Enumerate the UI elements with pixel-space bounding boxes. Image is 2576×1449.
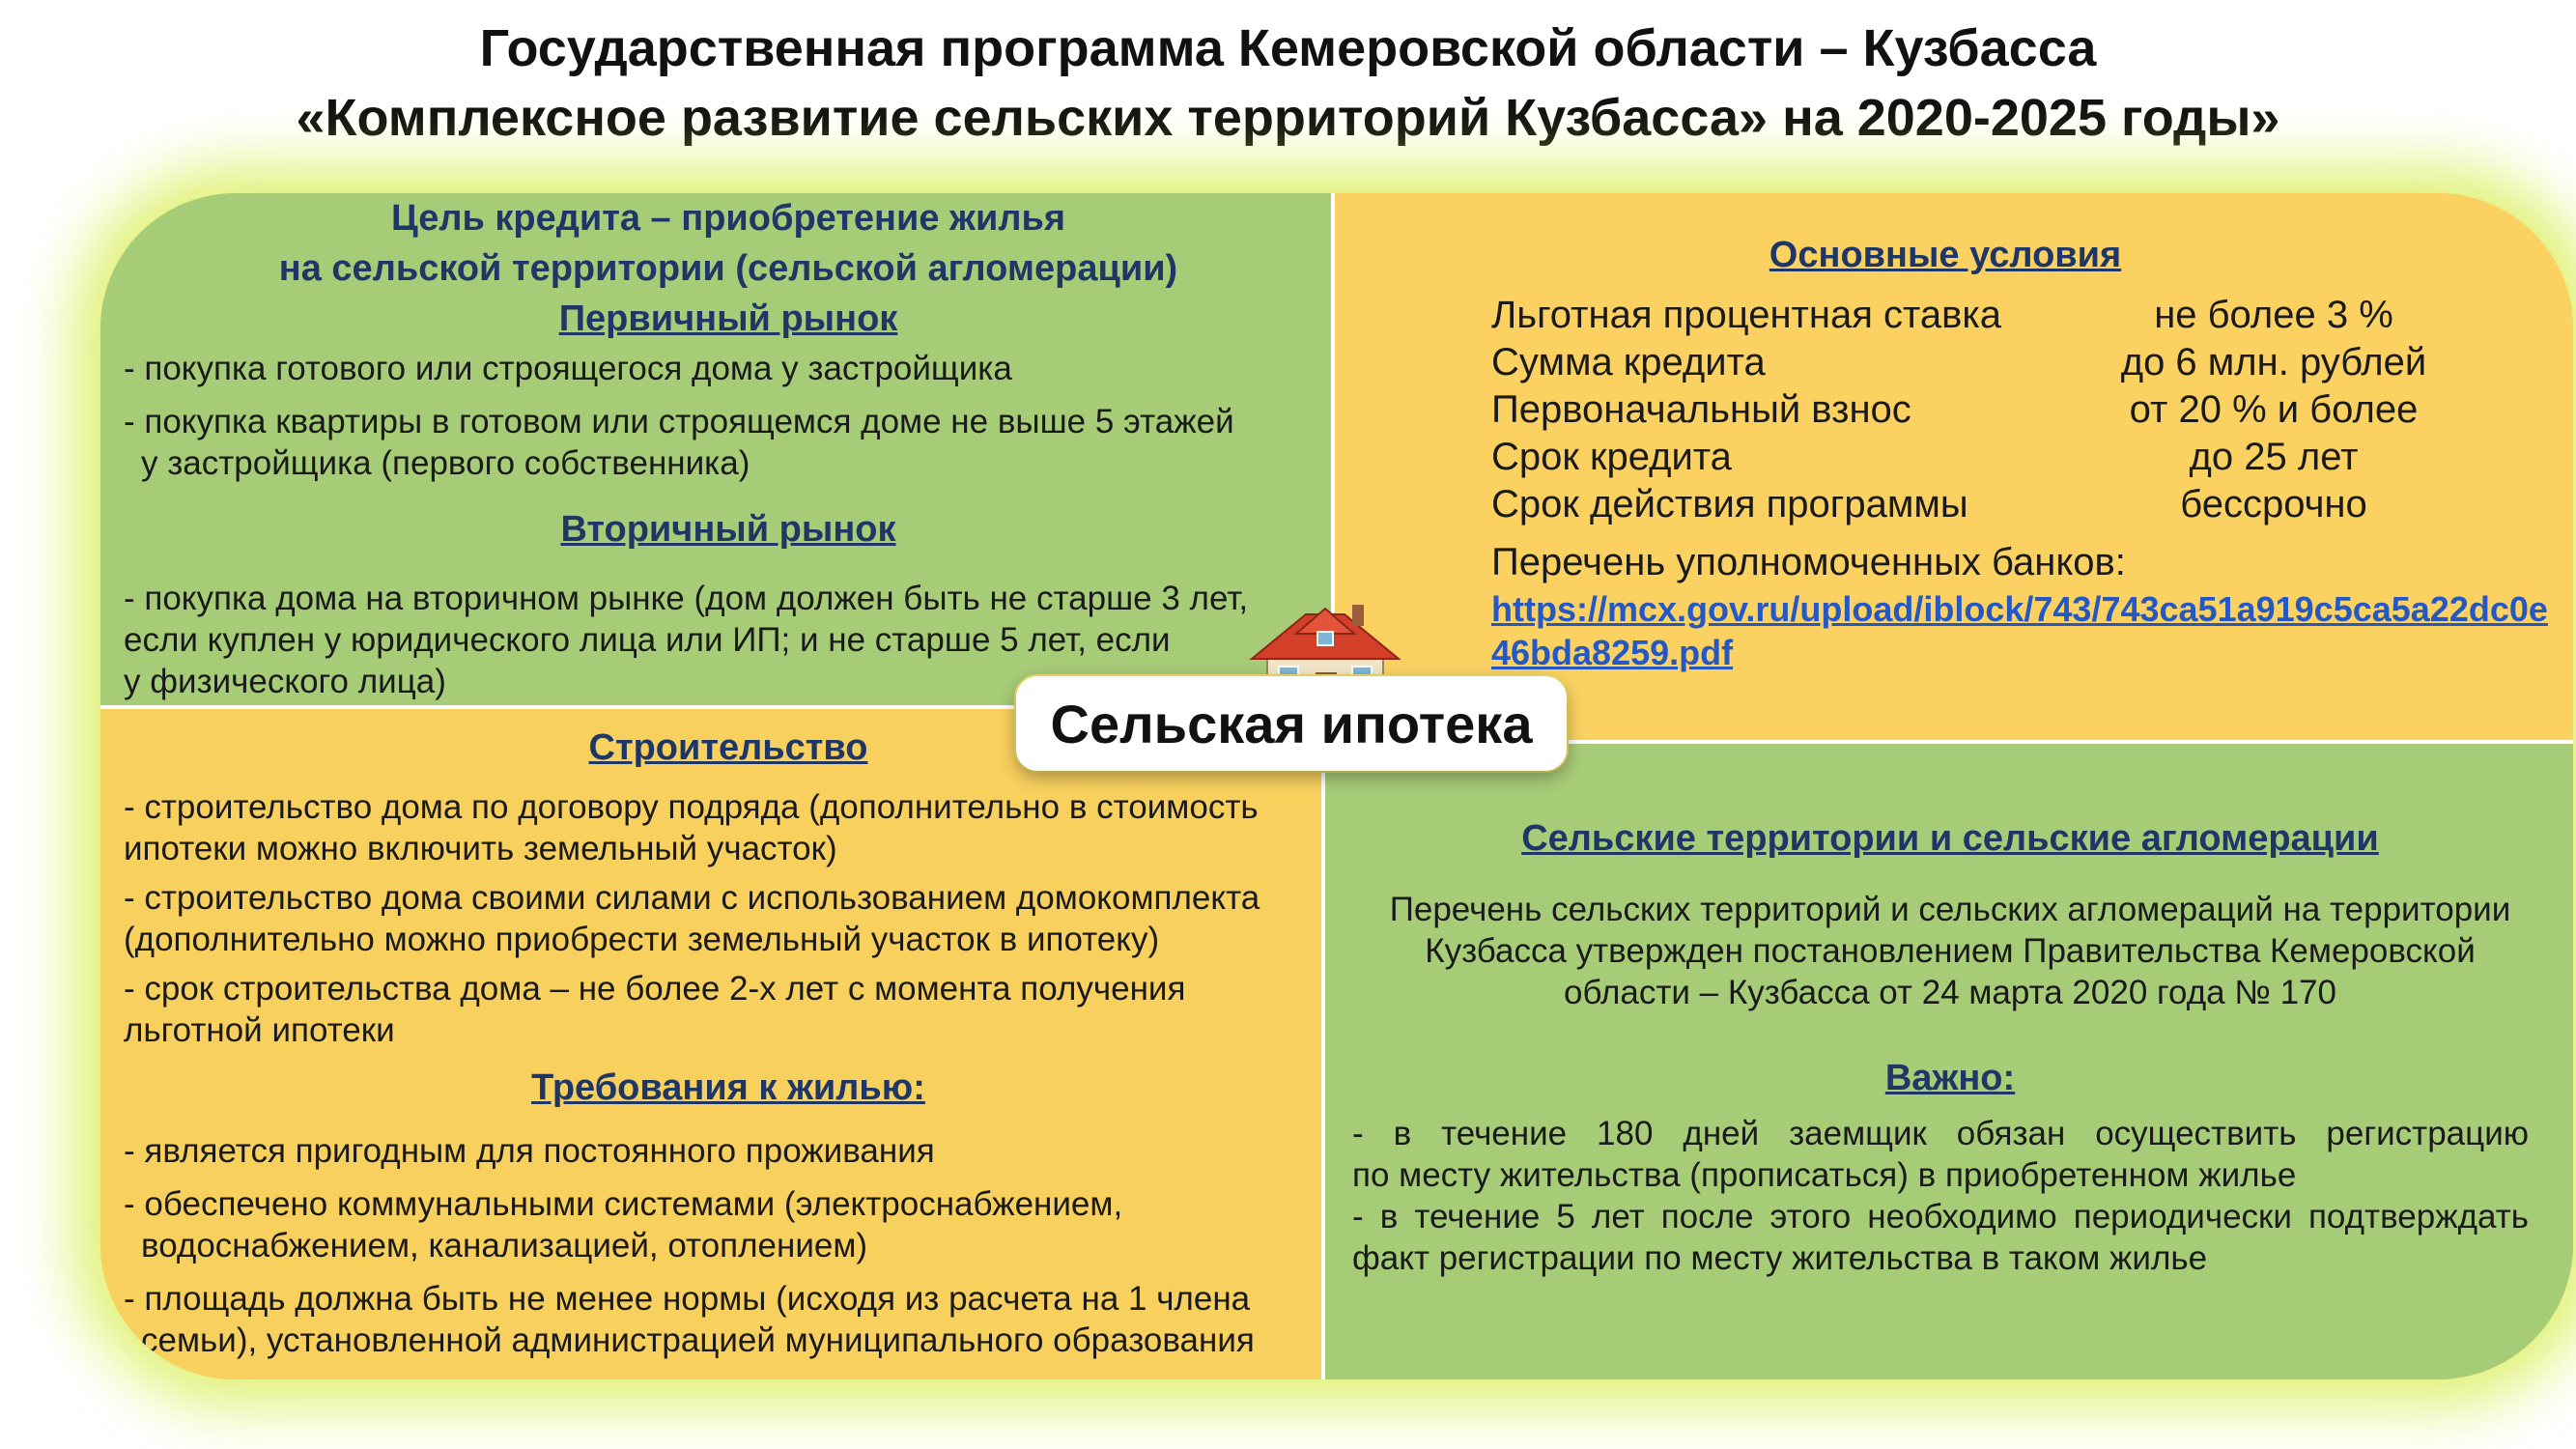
text-line: - в течение 180 дней заемщик обязан осуществить регистрацию — [1352, 1115, 2529, 1152]
condition-label: Льготная процентная ставка — [1491, 294, 2001, 336]
list-item: - покупка квартиры в готовом или строящемся доме не выше 5 этажей — [124, 403, 1234, 440]
condition-value: не более 3 % — [2154, 294, 2393, 336]
important-text — [1352, 1113, 2529, 1279]
list-item: водоснабжением, канализацией, отоплением) — [141, 1227, 868, 1264]
list-item: - покупка дома на вторичном рынке (дом должен быть не старше 3 лет, — [124, 580, 1249, 617]
list-item: льготной ипотеки — [124, 1011, 395, 1049]
primary-market-list — [124, 348, 1399, 484]
text-line: факт регистрации по месту жительства в таком жилье — [1352, 1239, 2208, 1277]
list-item: - строительство дома своими силами с использованием домокомплекта — [124, 879, 1260, 917]
requirements-list — [124, 1130, 1399, 1361]
secondary-market-heading: Вторичный рынок — [560, 509, 896, 550]
important-heading: Важно: — [1884, 1058, 2016, 1098]
banks-link[interactable] — [1491, 587, 2548, 674]
primary-market-heading: Первичный рынок — [558, 298, 898, 339]
text-line: - в течение 5 лет после этого необходимо периодически подтверждать — [1352, 1198, 2529, 1236]
list-item: - покупка готового или строящегося дома у застройщика — [124, 350, 1012, 387]
condition-value: от 20 % и более — [2129, 388, 2419, 431]
banks-link-line-2[interactable]: 46bda8259.pdf — [1491, 633, 1734, 672]
requirements-heading: Требования к жилью: — [531, 1067, 925, 1108]
goal-heading — [139, 193, 1317, 344]
condition-label: Первоначальный взнос — [1491, 388, 1911, 431]
condition-value: бессрочно — [2180, 483, 2367, 526]
title-line-1: Государственная программа Кемеровской области – Кузбасса — [479, 19, 2097, 77]
condition-value: до 25 лет — [2189, 436, 2359, 478]
conditions-values — [2052, 292, 2496, 528]
text-line: Кузбасса утвержден постановлением Правительства Кемеровской — [1425, 932, 2476, 970]
list-item: у застройщика (первого собственника) — [141, 444, 750, 482]
list-item: у физического лица) — [124, 663, 446, 700]
info-board — [100, 193, 2573, 1379]
conditions-heading: Основные условия — [1769, 235, 2122, 275]
rural-text — [1346, 889, 2554, 1013]
goal-line-1: Цель кредита – приобретение жилья — [390, 198, 1066, 239]
list-item: (дополнительно можно приобрести земельный участок в ипотеку) — [124, 921, 1160, 958]
list-item: ипотеки можно включить земельный участок) — [124, 830, 837, 867]
condition-value: до 6 млн. рублей — [2120, 341, 2427, 384]
construction-heading: Строительство — [588, 727, 868, 768]
conditions-labels — [1491, 292, 2001, 528]
list-item: - обеспечено коммунальными системами (электроснабжением, — [124, 1185, 1123, 1223]
condition-label: Сумма кредита — [1491, 341, 1766, 384]
list-item: - срок строительства дома – не более 2-х лет с момента получения — [124, 970, 1186, 1008]
center-badge: Сельская ипотека — [1016, 676, 1567, 771]
construction-list — [124, 786, 1399, 1051]
text-line: по месту жительства (прописаться) в приобретенном жилье — [1352, 1156, 2297, 1194]
banks-label: Перечень уполномоченных банков: — [1491, 541, 2126, 583]
rural-heading: Сельские территории и сельские агломерации — [1521, 818, 2379, 859]
goal-line-2: на сельской территории (сельской агломерации) — [278, 248, 1178, 289]
condition-label: Срок кредита — [1491, 436, 1732, 478]
list-item: - строительство дома по договору подряда (дополнительно в стоимость — [124, 788, 1259, 826]
banks-link-line-1[interactable]: https://mcx.gov.ru/upload/iblock/743/743ca51a919c5ca5a22dc0e — [1491, 589, 2548, 629]
list-item: - является пригодным для постоянного проживания — [124, 1132, 935, 1170]
condition-label: Срок действия программы — [1491, 483, 1968, 526]
text-line: Перечень сельских территорий и сельских агломераций на территории — [1389, 891, 2511, 928]
title-line-2: «Комплексное развитие сельских территорий Кузбасса» на 2020-2025 годы» — [296, 89, 2280, 147]
page-title — [0, 14, 2576, 153]
text-line: области – Кузбасса от 24 марта 2020 года № 170 — [1564, 974, 2336, 1011]
list-item: если куплен у юридического лица или ИП; и не старше 5 лет, если — [124, 621, 1171, 659]
list-item: - площадь должна быть не менее нормы (исходя из расчета на 1 члена — [124, 1280, 1251, 1318]
list-item: семьи), установленной администрацией муниципального образования — [141, 1321, 1255, 1359]
